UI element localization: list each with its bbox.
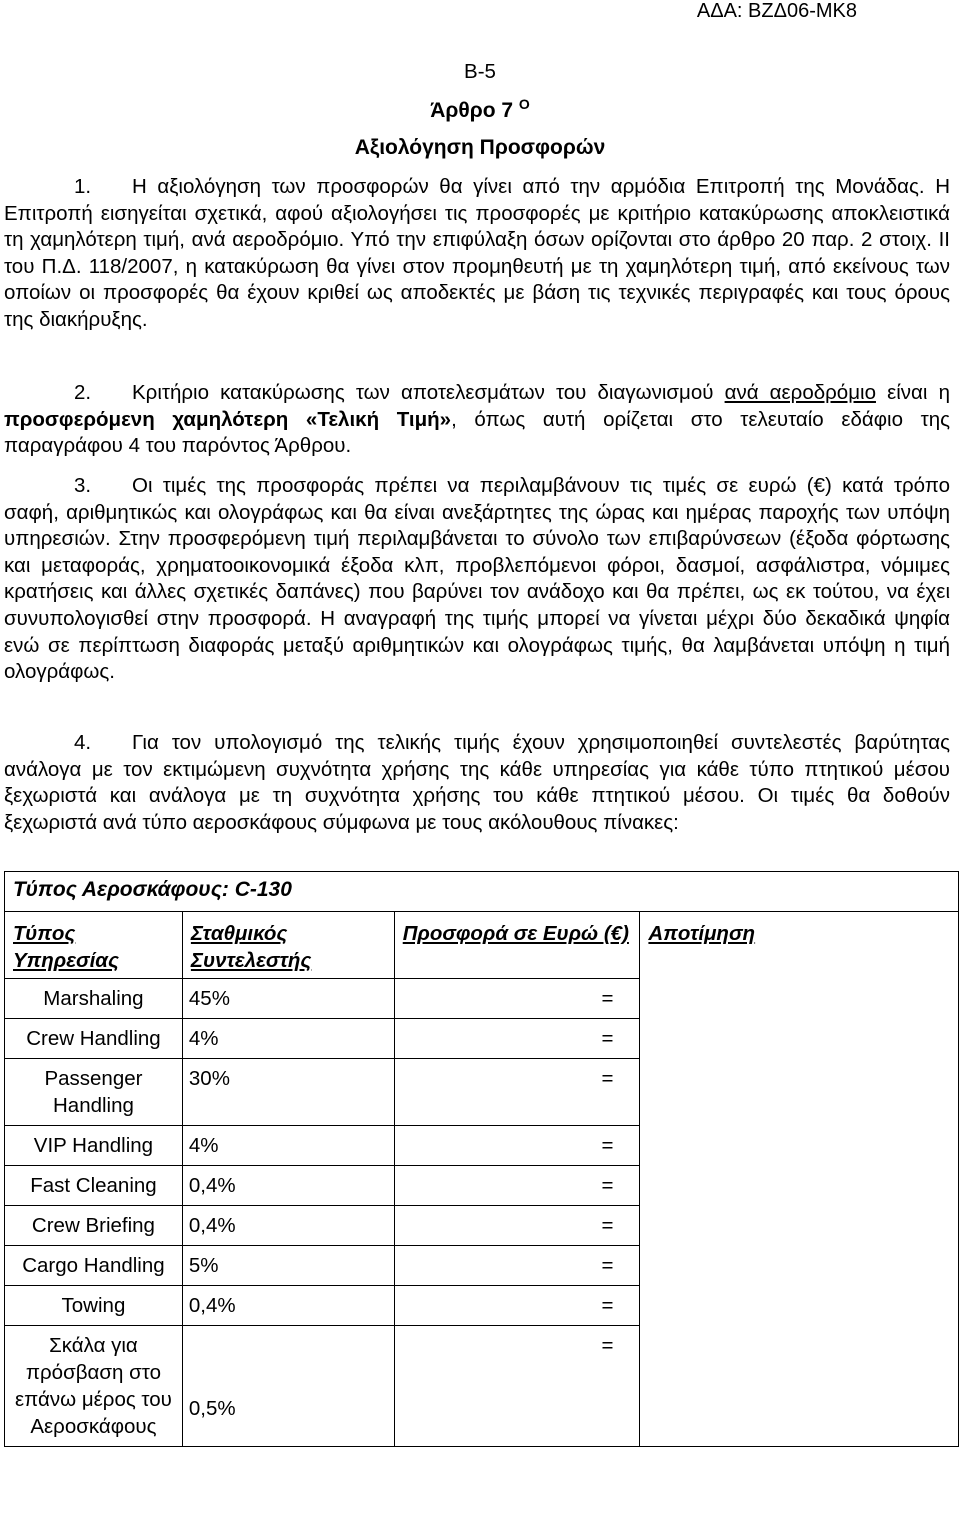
paragraph-1-text: Η αξιολόγηση των προσφορών θα γίνει από την αρμόδια Επιτροπή της Μονάδας. Η Επιτροπή εισηγείται σχετικά, αφού αξιολογήσει τις προσφορές με κριτήριο κατακύρωσης αποκλειστικά τη χαμηλότερη τιμή, ανά αεροδρόμιο. Υπό την επιφύλαξη όσων ορίζονται στο άρθρο 20 παρ. 2 στοιχ. ΙΙ του Π.Δ. 118/2007, η κατακύρωση θα γίνει στον προμηθευτή με τη χαμηλότερη τιμή, από εκείνους των οποίων οι προσφορές θα έχουν κριθεί ως αποδεκτές με βάση τις τεχνικές περιγραφές και τους όρους της διακήρυξης. <box>4 175 950 331</box>
service-cell: Crew Handling <box>5 1019 183 1059</box>
paragraph-2-number: 2. <box>74 381 92 404</box>
paragraph-2-text-c: , όπως αυτή ορίζεται στο τελευταίο εδάφιο της παραγράφου 4 του παρόντος Άρθρου. <box>4 407 951 458</box>
paragraph-3-text: Οι τιμές της προσφοράς πρέπει να περιλαμβάνουν τις τιμές σε ευρώ (€) κατά τρόπο σαφή, αριθμητικώς και ολογράφως και θα είναι ανεξάρτητες της ώρας και ημέρας παροχής των υπόψη υπηρεσιών. Στην προσφερόμενη τιμή περιλαμβάνεται το σύνολο των επιβαρύνσεων (έξοδα φόρτωσης και μεταφοράς, χρηματοοικονομικά έξοδα κλπ, προβλεπόμενοι φόροι, δασμοί, ασφάλιστρα, νόμιμες κρατήσεις και άλλες σχετικές δαπάνες) που βαρύνει τον ανάδοχο και θα πρέπει, ως εκ τούτου, να έχει συνυπολογισθεί στην προσφορά. Η αναγραφή της τιμής μπορεί να γίνεται μέχρι δύο δεκαδικά ψηφία ενώ σε περίπτωση διαφοράς μεταξύ αριθμητικών και ολογράφως τιμής, θα λαμβάνεται υπόψη η τιμή ολογράφως. <box>4 474 950 684</box>
service-cell: Marshaling <box>5 979 183 1019</box>
header-service: Τύπος Υπηρεσίας <box>5 912 183 979</box>
weight-cell: 0,4% <box>182 1286 394 1326</box>
offer-cell[interactable]: = <box>394 1166 640 1206</box>
paragraph-2-underlined: ανά αεροδρόμιο <box>724 381 876 404</box>
weight-cell: 0,4% <box>182 1166 394 1206</box>
table-title: Τύπος Αεροσκάφους: C-130 <box>5 872 959 912</box>
aircraft-rates-table <box>4 871 959 1447</box>
paragraph-3-number: 3. <box>74 474 92 497</box>
offer-cell[interactable]: = <box>394 1246 640 1286</box>
paragraph-4-text: Για τον υπολογισμό της τελικής τιμής έχουν χρησιμοποιηθεί συντελεστές βαρύτητας ανάλογα με τον εκτιμώμενη συχνότητα χρήσης της κάθε υπηρεσίας για κάθε τύπο πτητικού μέσου ξεχωριστά και ανάλογα με τη συχνότητα χρήσης του κάθε πτητικού μέσου. Οι τιμές θα δοθούν ξεχωριστά ανά τύπο αεροσκάφους σύμφωνα με τους ακόλουθους πίνακες: <box>4 731 950 834</box>
paragraph-2-text-a: Κριτήριο κατακύρωσης των αποτελεσμάτων του διαγωνισμού <box>132 381 725 404</box>
offer-cell[interactable]: = <box>394 1326 640 1447</box>
header-weight: Σταθμικός Συντελεστής <box>182 912 394 979</box>
article-subtitle: Αξιολόγηση Προσφορών <box>354 136 606 159</box>
paragraph-2-bold: προσφερόμενη χαμηλότερη «Τελική Τιμή» <box>4 407 452 431</box>
weight-cell: 5% <box>182 1246 394 1286</box>
table-header-row <box>5 912 959 979</box>
offer-cell[interactable]: = <box>394 1286 640 1326</box>
article-title-sup: Ο <box>518 96 530 112</box>
offer-cell[interactable]: = <box>394 1126 640 1166</box>
service-cell: Σκάλα για πρόσβαση στο επάνω μέρος του Αεροσκάφους <box>5 1326 183 1447</box>
service-cell: Towing <box>5 1286 183 1326</box>
page-number: Β-5 <box>464 60 496 83</box>
paragraph-2 <box>4 380 950 460</box>
paragraph-1 <box>4 174 950 334</box>
service-cell: Cargo Handling <box>5 1246 183 1286</box>
article-title-text: Άρθρο 7 <box>430 99 514 122</box>
weight-cell: 0,4% <box>182 1206 394 1246</box>
service-cell: VIP Handling <box>5 1126 183 1166</box>
offer-cell[interactable]: = <box>394 1206 640 1246</box>
header-valuation: Αποτίμηση <box>640 912 959 1447</box>
offer-cell[interactable]: = <box>394 1059 640 1126</box>
weight-cell: 0,5% <box>182 1326 394 1447</box>
weight-cell: 4% <box>182 1126 394 1166</box>
offer-cell[interactable]: = <box>394 979 640 1019</box>
paragraph-3 <box>4 473 950 686</box>
service-cell: Passenger Handling <box>5 1059 183 1126</box>
paragraph-4-number: 4. <box>74 731 92 754</box>
article-title <box>0 96 960 123</box>
paragraph-2-text-b: είναι η <box>875 381 950 404</box>
service-cell: Fast Cleaning <box>5 1166 183 1206</box>
paragraph-1-number: 1. <box>74 175 92 198</box>
weight-cell: 30% <box>182 1059 394 1126</box>
ada-code: ΑΔΑ: ΒΖΔ06-ΜΚ8 <box>696 0 857 22</box>
header-offer: Προσφορά σε Ευρώ (€) <box>394 912 640 979</box>
weight-cell: 4% <box>182 1019 394 1059</box>
service-cell: Crew Briefing <box>5 1206 183 1246</box>
weight-cell: 45% <box>182 979 394 1019</box>
offer-cell[interactable]: = <box>394 1019 640 1059</box>
paragraph-4 <box>4 730 950 836</box>
